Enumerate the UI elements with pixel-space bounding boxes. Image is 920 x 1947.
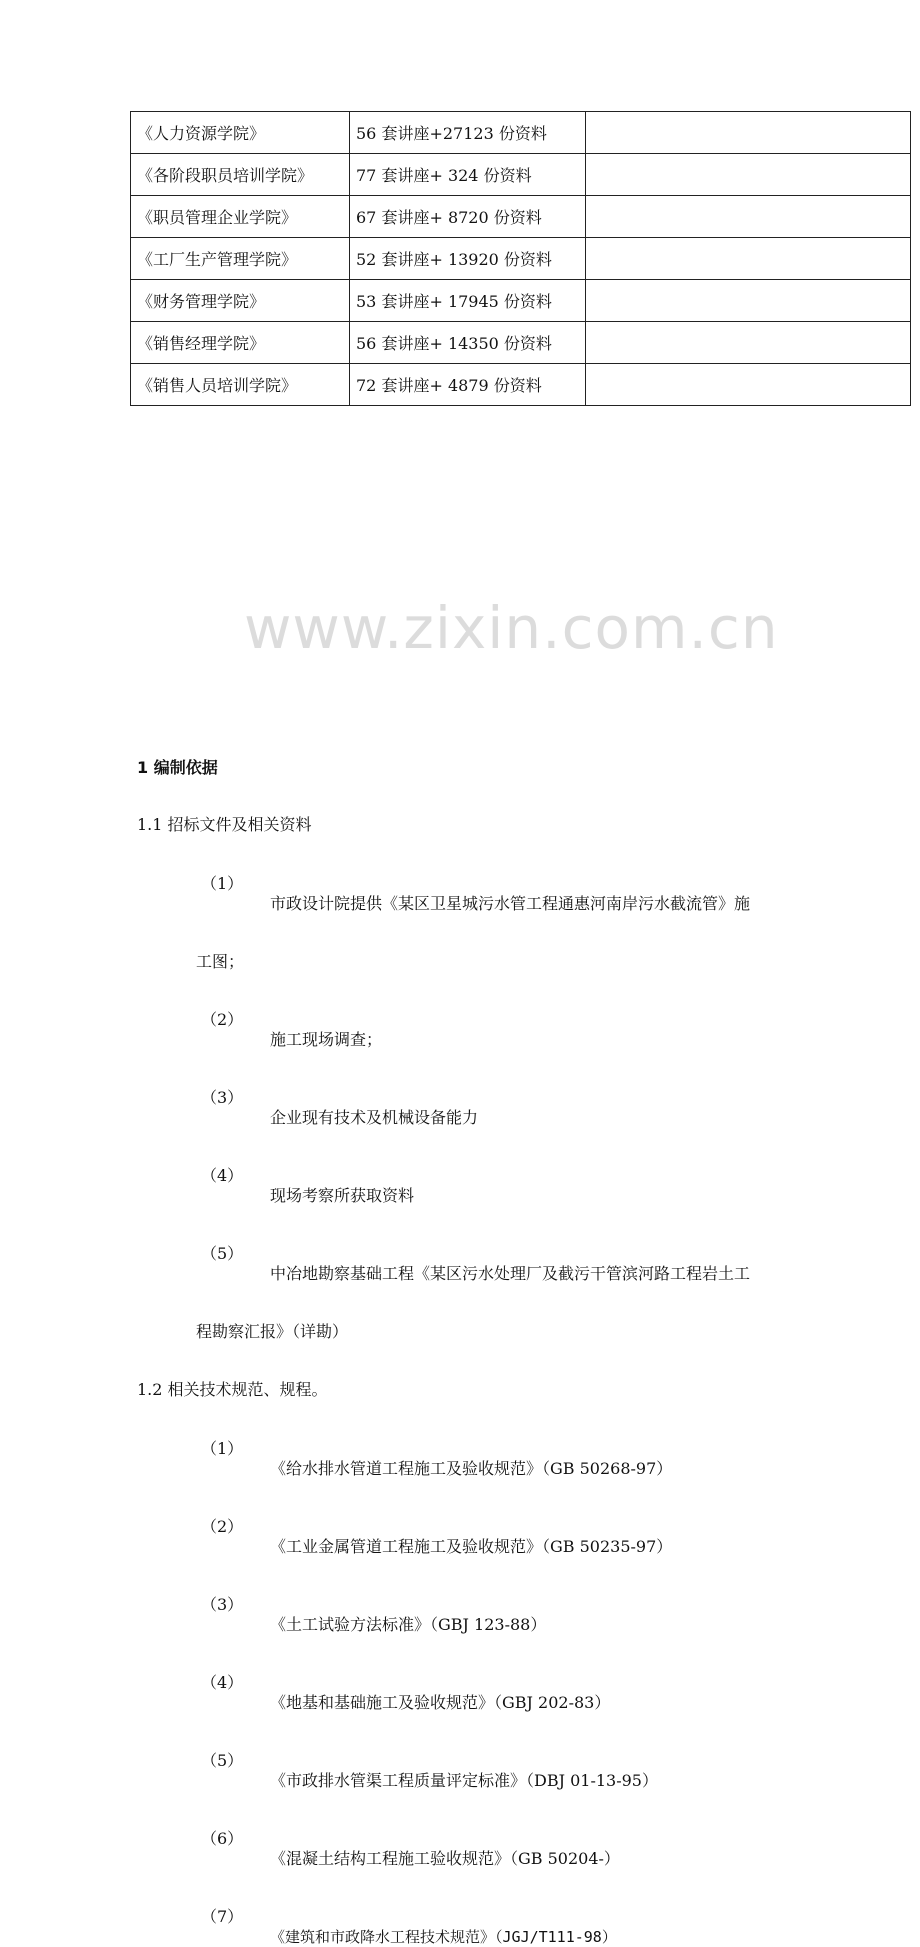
item-number: （3） [201, 1595, 244, 1614]
college-extra [586, 112, 911, 154]
college-content: 56 套讲座+ 14350 份资料 [350, 322, 586, 364]
item-number: （2） [201, 1517, 244, 1536]
table-row [131, 280, 911, 322]
item-continuation: 程勘察汇报》（详勘） [196, 1322, 349, 1341]
college-extra [586, 364, 911, 406]
college-name: 《各阶段职员培训学院》 [131, 154, 350, 196]
item-text: 《给水排水管道工程施工及验收规范》（GB 50268-97） [270, 1459, 673, 1478]
table-row [131, 364, 911, 406]
item-number: （1） [201, 1439, 244, 1458]
college-extra [586, 196, 911, 238]
table-row [131, 322, 911, 364]
college-name: 《职员管理企业学院》 [131, 196, 350, 238]
college-content: 53 套讲座+ 17945 份资料 [350, 280, 586, 322]
college-name: 《销售人员培训学院》 [131, 364, 350, 406]
item-number: （2） [201, 1010, 244, 1029]
table-row [131, 112, 911, 154]
college-content: 52 套讲座+ 13920 份资料 [350, 238, 586, 280]
college-extra [586, 238, 911, 280]
college-content: 67 套讲座+ 8720 份资料 [350, 196, 586, 238]
college-name: 《人力资源学院》 [131, 112, 350, 154]
table-row [131, 196, 911, 238]
table-row [131, 238, 911, 280]
item-text: 《市政排水管渠工程质量评定标准》（DBJ 01-13-95） [270, 1771, 658, 1790]
college-extra [586, 322, 911, 364]
item-number: （4） [201, 1673, 244, 1692]
college-name: 《财务管理学院》 [131, 280, 350, 322]
item-text: 《地基和基础施工及验收规范》（GBJ 202-83） [270, 1693, 611, 1712]
item-text: 《混凝土结构工程施工验收规范》（GB 50204-） [270, 1849, 620, 1868]
college-extra [586, 154, 911, 196]
item-number: （4） [201, 1166, 244, 1185]
watermark: www.zixin.com.cn [244, 594, 779, 662]
section-heading: 1 编制依据 [137, 758, 218, 777]
item-text: 《工业金属管道工程施工及验收规范》（GB 50235-97） [270, 1537, 673, 1556]
table-row [131, 154, 911, 196]
item-number: （6） [201, 1829, 244, 1848]
item-text: 现场考察所获取资料 [270, 1186, 415, 1205]
subsection-title: 1.1 招标文件及相关资料 [137, 815, 312, 834]
college-content: 56 套讲座+27123 份资料 [350, 112, 586, 154]
subsection-title: 1.2 相关技术规范、规程。 [137, 1380, 328, 1399]
item-number: （1） [201, 874, 244, 893]
resource-table [130, 111, 911, 406]
college-name: 《销售经理学院》 [131, 322, 350, 364]
item-number: （5） [201, 1751, 244, 1770]
item-number: （5） [201, 1244, 244, 1263]
item-continuation: 工图； [196, 952, 245, 971]
item-text: 《建筑和市政降水工程技术规范》（JGJ/T111-98） [270, 1928, 617, 1946]
item-number: （7） [201, 1907, 244, 1926]
item-text: 中冶地勘察基础工程《某区污水处理厂及截污干管滨河路工程岩土工 [270, 1264, 751, 1283]
item-text: 施工现场调查； [270, 1030, 383, 1049]
college-extra [586, 280, 911, 322]
college-name: 《工厂生产管理学院》 [131, 238, 350, 280]
item-text: 《土工试验方法标准》（GBJ 123-88） [270, 1615, 547, 1634]
college-content: 72 套讲座+ 4879 份资料 [350, 364, 586, 406]
item-text: 市政设计院提供《某区卫星城污水管工程通惠河南岸污水截流管》施 [270, 894, 751, 913]
item-text: 企业现有技术及机械设备能力 [270, 1108, 479, 1127]
college-content: 77 套讲座+ 324 份资料 [350, 154, 586, 196]
item-number: （3） [201, 1088, 244, 1107]
